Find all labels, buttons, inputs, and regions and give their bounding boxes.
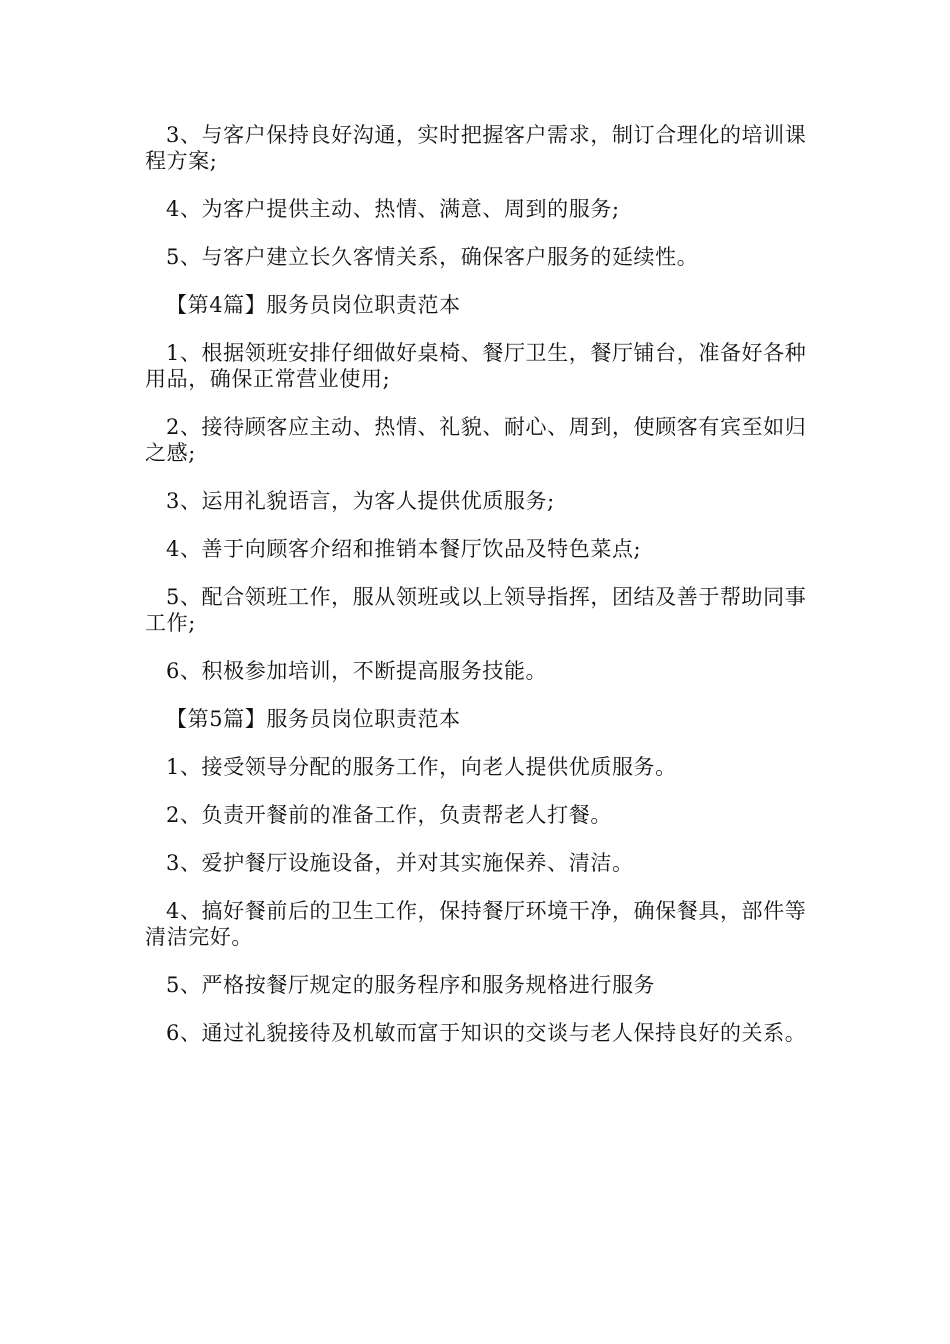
list-item: 4、为客户提供主动、热情、满意、周到的服务; [166, 197, 620, 221]
list-item: 5、与客户建立长久客情关系，确保客户服务的延续性。 [166, 245, 699, 269]
section-heading: 【第4篇】服务员岗位职责范本 [166, 293, 461, 317]
list-item: 4、搞好餐前后的卫生工作，保持餐厅环境干净，确保餐具，部件等清洁完好。 [145, 899, 807, 949]
list-item: 3、运用礼貌语言，为客人提供优质服务; [166, 489, 555, 513]
document-body [145, 122, 825, 1068]
list-item: 1、根据领班安排仔细做好桌椅、餐厅卫生，餐厅铺台，准备好各种用品，确保正常营业使用; [145, 341, 807, 391]
list-item: 2、负责开餐前的准备工作，负责帮老人打餐。 [166, 803, 612, 827]
list-item: 6、积极参加培训，不断提高服务技能。 [166, 659, 548, 683]
list-item: 2、接待顾客应主动、热情、礼貌、耐心、周到，使顾客有宾至如归之感; [145, 415, 807, 465]
list-item: 1、接受领导分配的服务工作，向老人提供优质服务。 [166, 755, 677, 779]
list-item: 3、爱护餐厅设施设备，并对其实施保养、清洁。 [166, 851, 634, 875]
list-item: 5、配合领班工作，服从领班或以上领导指挥，团结及善于帮助同事工作; [145, 585, 807, 635]
section-heading: 【第5篇】服务员岗位职责范本 [166, 707, 461, 731]
list-item: 4、善于向顾客介绍和推销本餐厅饮品及特色菜点; [166, 537, 642, 561]
list-item: 3、与客户保持良好沟通，实时把握客户需求，制订合理化的培训课程方案; [145, 123, 807, 173]
list-item: 5、严格按餐厅规定的服务程序和服务规格进行服务 [166, 973, 656, 997]
list-item: 6、通过礼貌接待及机敏而富于知识的交谈与老人保持良好的关系。 [166, 1021, 807, 1045]
